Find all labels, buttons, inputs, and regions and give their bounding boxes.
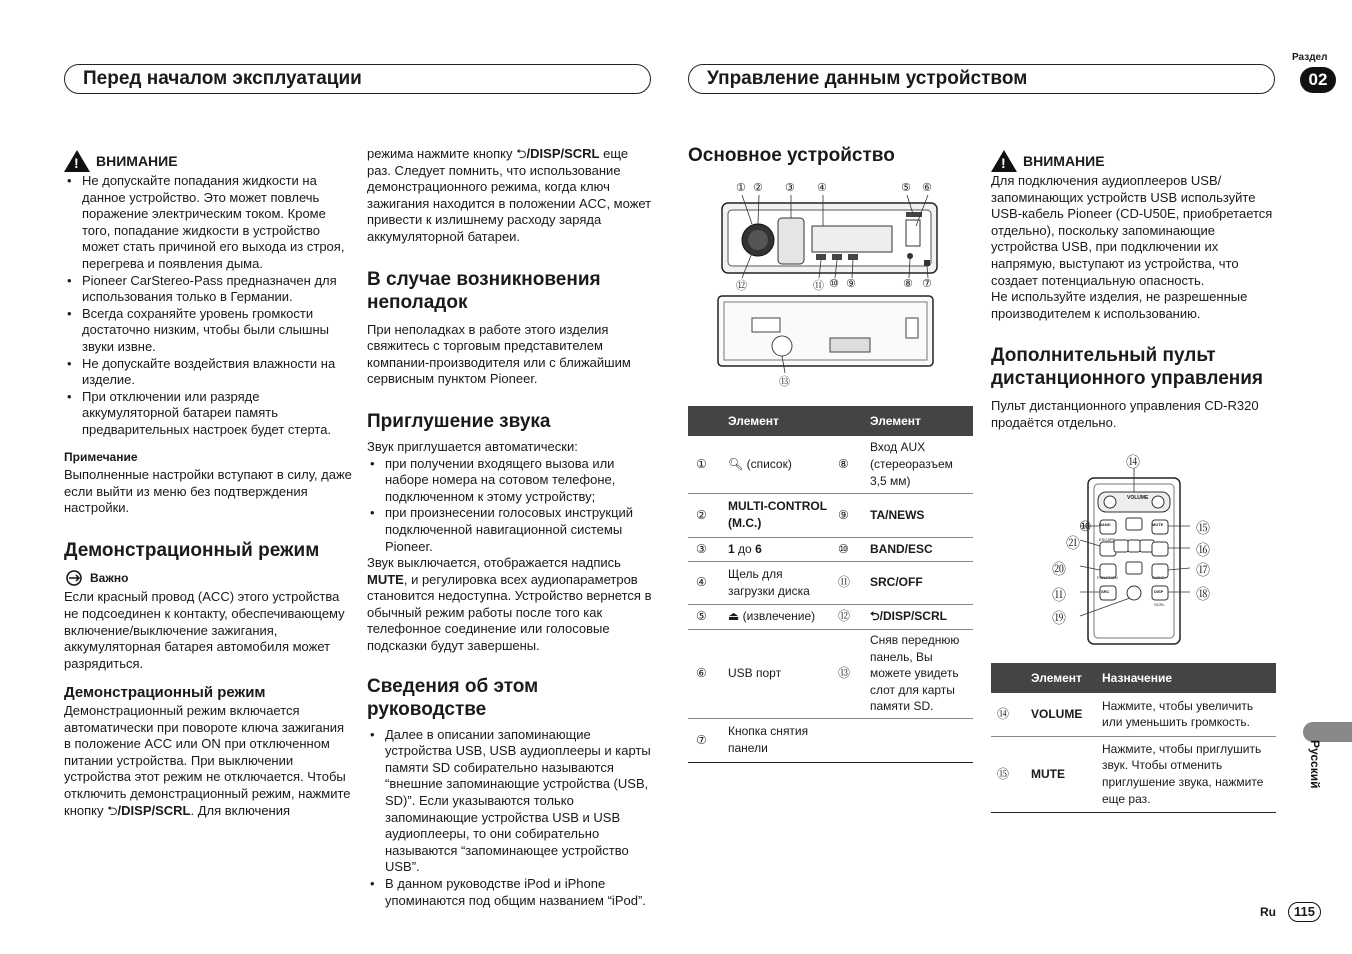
remote-table <box>991 663 1276 813</box>
remote-band-label: BAND <box>1099 522 1111 527</box>
note-text: Выполненные настройки вступают в силу, даже если выйти из меню без подтверждения настройки. <box>64 467 352 516</box>
list-item: • Pioneer CarStereo-Pass предназначен для использования только в Германии. <box>64 273 352 306</box>
remote-label: ⑳ <box>1052 561 1066 577</box>
diagram-label: ② <box>753 182 763 194</box>
important-icon <box>64 570 84 586</box>
trouble-heading: В случае возникновения неполадок <box>367 268 601 313</box>
list-item: • Далее в описании запоминающие устройства USB, USB аудиоплееры и карты памяти SD собирательно называются “внешние запоминающие устройства (USB, SD)”. Если указываются только запоминающие устройства USB и USB аудиоплееры, то они собирательно называются “запоминающее устройство USB”. <box>367 727 655 876</box>
remote-label: ⑩ <box>1079 518 1092 534</box>
table-row: ⑥ USB порт ⑬ Сняв переднюю панель, Вы можете увидеть слот для карты памяти SD. <box>688 629 973 718</box>
remote-label: ⑮ <box>1196 520 1210 536</box>
main-unit-table <box>688 406 973 763</box>
table-row: ⑤ ⏏ (извлечение) ⑫ ⮌/DISP/SCRL <box>688 604 973 629</box>
table-row: ⑦ Кнопка снятия панели <box>688 718 973 762</box>
language-side-label: Русский <box>1308 740 1322 789</box>
remote-label: ⑭ <box>1126 454 1140 470</box>
table-row: ⑮ MUTE Нажмите, чтобы приглушить звук. Чтобы отменить приглушение звука, нажмите еще раз. <box>991 736 1276 812</box>
remote-function-label: FUNCTION <box>1097 575 1118 580</box>
list-item: • при получении входящего вызова или наборе номера на сотовом телефоне, подключенном к этому устройству; <box>367 456 655 506</box>
list-item: • при произнесении голосовых инструкций подключенной навигационной системы Pioneer. <box>367 505 655 555</box>
demo-subheading: Демонстрационный режим <box>64 684 266 702</box>
back-arrow-icon: ⮌ <box>516 146 527 161</box>
warning-text: Для подключения аудиоплееров USB/запоминающих устройств USB используйте USB-кабель Pioneer (CD-U50E, приобретается отдельно), поскольку запоминающие устройства USB, при подключении их напрямую, выступают из устройства, что создает потенциальную опасность. <box>991 173 1273 288</box>
note-heading: Примечание <box>64 449 138 464</box>
table-header-row: Элемент Элемент <box>688 406 973 436</box>
list-item: • В данном руководстве iPod и iPhone упоминаются под общим названием “iPod”. <box>367 876 655 909</box>
diagram-label: ⑥ <box>922 182 932 194</box>
page-number: 115 <box>1288 902 1321 922</box>
right-section-title: Управление данным устройством <box>688 64 1275 94</box>
remote-volume-label: VOLUME <box>1127 495 1149 501</box>
demo-heading: Демонстрационный режим <box>64 539 320 561</box>
demo-text: Демонстрационный режим включается автоматически при повороте ключа зажигания в положение ACC или ON при отключенном питании устройства. При выключении устройства этот режим не отключается. Чтобы отключить демонстрационный режим, нажмите кнопку ⮌/DISP/SCRL. Для включения <box>64 703 351 818</box>
table-row: ④ Щель для загрузки диска ⑪ SRC/OFF <box>688 561 973 604</box>
list-item: • Не допускайте воздействия влажности на изделие. <box>64 356 352 389</box>
left-section-title: Перед началом эксплуатации <box>64 64 651 94</box>
table-row: ③ 1 до 6 ⑩ BAND/ESC <box>688 537 973 561</box>
diagram-label: ⑪ <box>813 280 824 292</box>
diagram-label: ⑧ <box>903 278 913 290</box>
column-1 <box>64 150 352 819</box>
important-heading: Важно <box>64 570 352 587</box>
back-arrow-icon: ⮌ <box>870 609 880 624</box>
remote-label: ⑲ <box>1052 610 1066 626</box>
table-row: ② MULTI-CONTROL (M.C.) ⑨ TA/NEWS <box>688 493 973 537</box>
remote-scrl-label: SCRL <box>1154 602 1165 607</box>
remote-disp-label: DISP <box>1154 589 1164 594</box>
remote-label: ⑪ <box>1052 587 1066 603</box>
remote-escape-label: ESCAPE <box>1099 537 1116 542</box>
table-header-row: Элемент Назначение <box>991 663 1276 693</box>
search-icon: 🔍︎ <box>728 456 747 471</box>
diagram-label: ⑦ <box>922 278 932 290</box>
diagram-label: ③ <box>785 182 795 194</box>
diagram-label: ⑩ <box>829 278 839 290</box>
remote-text: Пульт дистанционного управления CD-R320 продаётся отдельно. <box>991 398 1259 430</box>
remote-label: ⑰ <box>1196 562 1210 578</box>
important-text: Если красный провод (ACC) этого устройства не подсоединен к контакту, обеспечивающему включение/выключение зажигания, аккумуляторная батарея автомобиля может разрядиться. <box>64 589 345 671</box>
eject-icon: ⏏ <box>728 609 743 624</box>
mute-intro: Звук приглушается автоматически: <box>367 438 578 454</box>
mute-list <box>367 456 655 556</box>
section-number-badge: 02 <box>1300 67 1336 93</box>
list-item: • Всегда сохраняйте уровень громкости достаточно низким, чтобы были слышны звуки извне. <box>64 306 352 356</box>
diagram-label: ① <box>736 182 746 194</box>
column-2 <box>367 146 655 909</box>
list-item: • При отключении или разряде аккумуляторной батареи память предварительных настроек будет стерта. <box>64 389 352 439</box>
list-item: • Не допускайте попадания жидкости на данное устройство. Это может повлечь поражение электрическим током. Кроме того, попадание жидкости в устройство может стать причиной его выхода из строя, перегрева и появления дыма. <box>64 173 352 273</box>
mute-text: Звук выключается, отображается надпись MUTE, и регулировка всех аудиопараметров становится недоступна. Устройство вернется в обычный режим работы после того как телефонное соединение или голосовые подсказки будут завершены. <box>367 555 652 654</box>
warning-text-2: Не используйте изделия, не разрешенные производителем к использованию. <box>991 289 1248 321</box>
diagram-label: ④ <box>817 182 827 194</box>
section-label: Раздел <box>1292 52 1328 63</box>
remote-src-label: SRC <box>1101 589 1110 594</box>
trouble-text: При неполадках в работе этого изделия свяжитесь с торговым представителем компании-производителя или с ближайшим сервисным пунктом Pioneer. <box>367 321 631 387</box>
manual-list <box>367 727 655 910</box>
diagram-label: ⑤ <box>901 182 911 194</box>
remote-mute-label: MUTE <box>1152 522 1164 527</box>
remote-heading: Дополнительный пульт дистанционного управления <box>991 345 1264 390</box>
warning-triangle-icon: ! <box>991 150 1017 172</box>
main-unit-heading: Основное устройство <box>688 145 895 166</box>
language-tab <box>1303 722 1352 742</box>
remote-label: ⑯ <box>1196 542 1210 558</box>
remote-audio-label: AUDIO <box>1152 575 1165 580</box>
table-row: ⑭ VOLUME Нажмите, чтобы увеличить или уменьшить громкость. <box>991 693 1276 736</box>
mute-heading: Приглушение звука <box>367 410 551 432</box>
diagram-label: ⑬ <box>779 376 790 388</box>
demo-continued-text: режима нажмите кнопку ⮌/DISP/SCRL еще раз. Следует помнить, что использование демонстрационного режима, когда ключ зажигания находится в положении ACC, может привести к излишнему расходу заряда аккумуляторной батареи. <box>367 146 652 244</box>
diagram-label: ⑫ <box>736 280 747 292</box>
warning-triangle-icon: ! <box>64 150 90 172</box>
column-4 <box>991 150 1276 432</box>
warning-heading: ! ВНИМАНИЕ <box>991 150 1276 172</box>
diagram-label: ⑨ <box>846 278 856 290</box>
warning-heading: ! ВНИМАНИЕ <box>64 150 352 172</box>
remote-label: ⑱ <box>1196 586 1210 602</box>
remote-label: ㉑ <box>1066 535 1080 551</box>
table-row: ① 🔍︎ (список) ⑧ Вход AUX (стереоразъем 3,5 мм) <box>688 436 973 493</box>
language-code: Ru <box>1260 905 1276 919</box>
back-arrow-icon: ⮌ <box>107 802 118 818</box>
warning-list <box>64 173 352 439</box>
manual-heading: Сведения об этом руководстве <box>367 675 539 720</box>
